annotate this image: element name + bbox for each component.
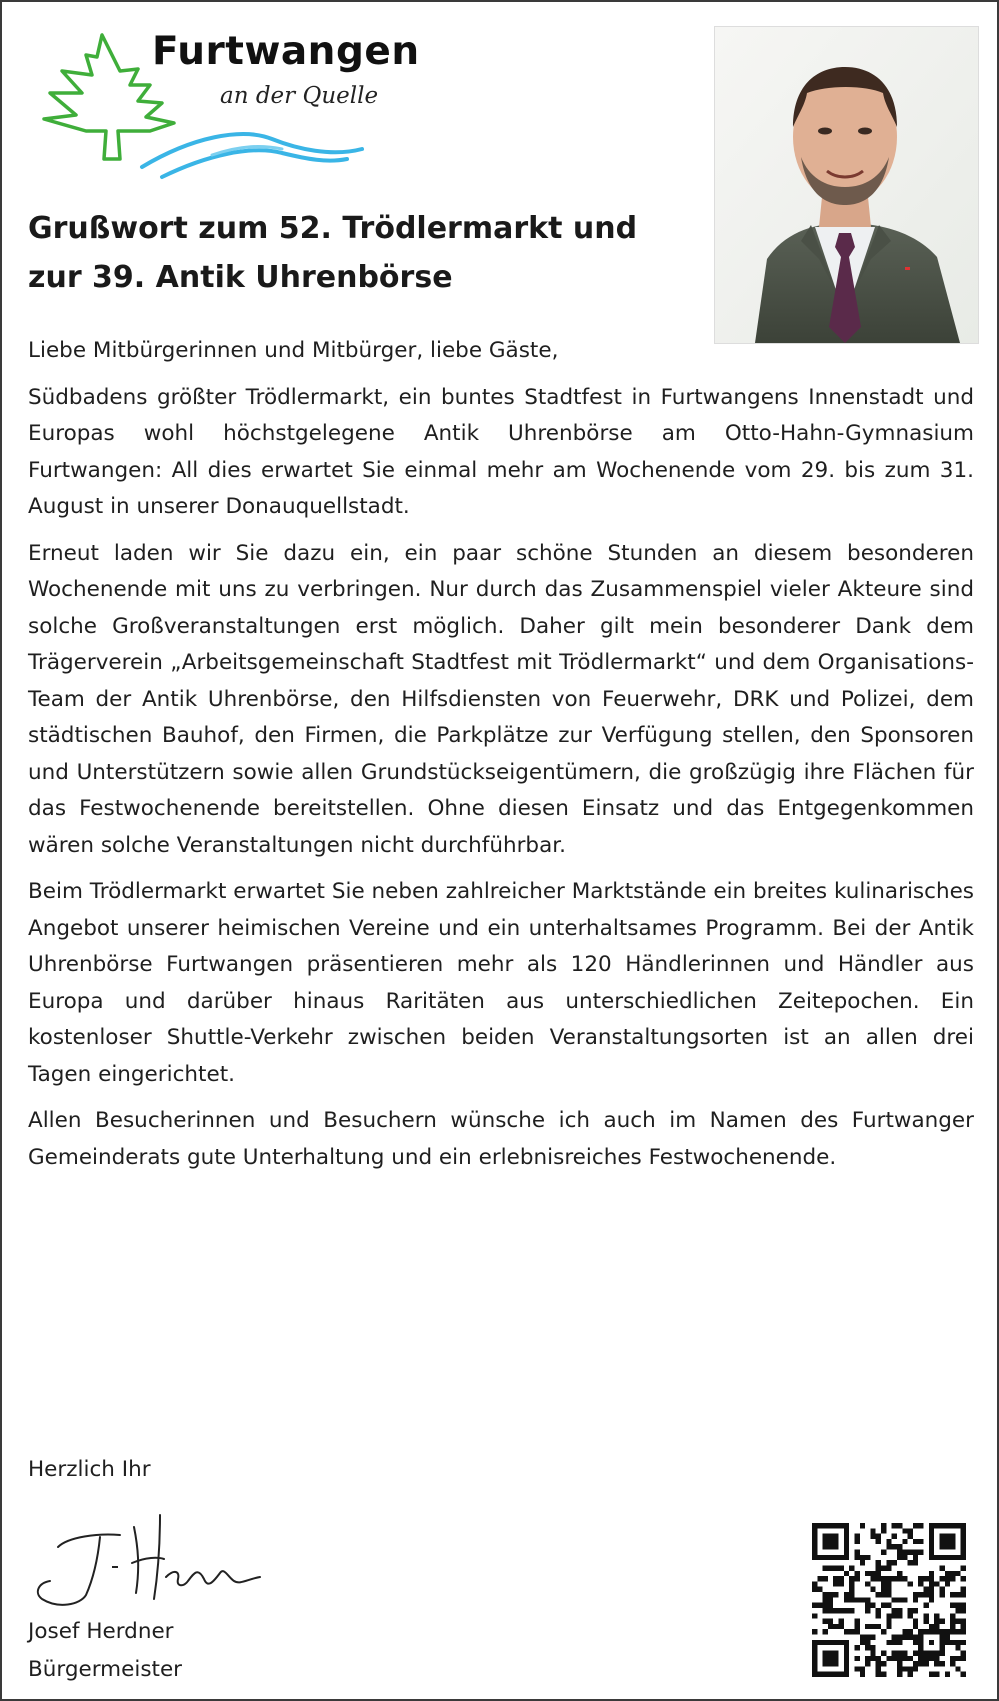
mayor-portrait-icon (715, 27, 978, 343)
closing-phrase: Herzlich Ihr (28, 1457, 151, 1482)
salutation: Liebe Mitbürgerinnen und Mitbürger, liebe Gäste, (28, 338, 559, 363)
page-title (28, 204, 688, 302)
handwritten-signature-icon (28, 1507, 278, 1617)
logo-tagline: an der Quelle (220, 83, 379, 109)
page-title-line-1: Grußwort zum 52. Trödlermarkt und (28, 211, 638, 246)
handwritten-signature (28, 1507, 278, 1617)
signer-title: Bürgermeister (28, 1657, 183, 1682)
paragraph-2: Erneut laden wir Sie dazu ein, ein paar schöne Stunden an diesem besonderen Wochenende mit uns zu verbringen. Nur durch das Zusammenspiel vieler Akteure sind solche Großveranstaltungen erst möglich. Daher gilt mein besonderer Dank dem Trägerverein „Arbeitsgemeinschaft Stadtfest mit Trödlermarkt“ und dem Organisations-Team der Antik Uhrenbörse, den Hilfsdiensten von Feuerwehr, DRK und Polizei, dem städtischen Bauhof, den Firmen, die Parkplätze zur Verfügung stellen, den Sponsoren und Unterstützern sowie allen Grundstückseigentümern, die großzügig ihre Flächen für das Festwochenende bereitstellen. Ohne diesen Einsatz und das Entgegenkommen wären solche Veranstaltungen nicht durchführbar. (28, 540, 974, 858)
signer-block (28, 1613, 182, 1689)
letter-body (28, 333, 974, 1186)
mayor-portrait (714, 26, 979, 344)
logo-name: Furtwangen (152, 29, 420, 74)
qr-code[interactable] (812, 1523, 966, 1677)
paragraph-1: Südbadens größter Trödlermarkt, ein buntes Stadtfest in Furtwangens Innenstadt und Europas wohl höchstgelegene Antik Uhrenbörse am Otto-Hahn-Gymnasium Furtwangen: All dies erwartet Sie einmal mehr am Wochenende vom 29. bis zum 31. August in unserer Donauquellstadt. (28, 384, 974, 519)
qr-code-icon (812, 1523, 966, 1677)
page-title-line-2: zur 39. Antik Uhrenbörse (28, 260, 453, 295)
paragraph-4: Allen Besucherinnen und Besuchern wünsche ich auch im Namen des Furtwanger Gemeinderats gute Unterhaltung und ein erlebnisreiches Festwochenende. (28, 1108, 974, 1170)
furtwangen-logo (42, 27, 420, 187)
paragraph-3: Beim Trödlermarkt erwartet Sie neben zahlreicher Marktstände ein breites kulinarisches Angebot unserer heimischen Vereine und ein unterhaltsames Programm. Bei der Antik Uhrenbörse Furtwangen präsentieren mehr als 120 Händlerinnen und Händler aus Europa und darüber hinaus Raritäten aus unterschiedlichen Zeitepochen. Ein kostenloser Shuttle-Verkehr zwischen beiden Veranstaltungsorten ist an allen drei Tagen eingerichtet. (28, 879, 974, 1087)
signer-name: Josef Herdner (28, 1619, 174, 1644)
